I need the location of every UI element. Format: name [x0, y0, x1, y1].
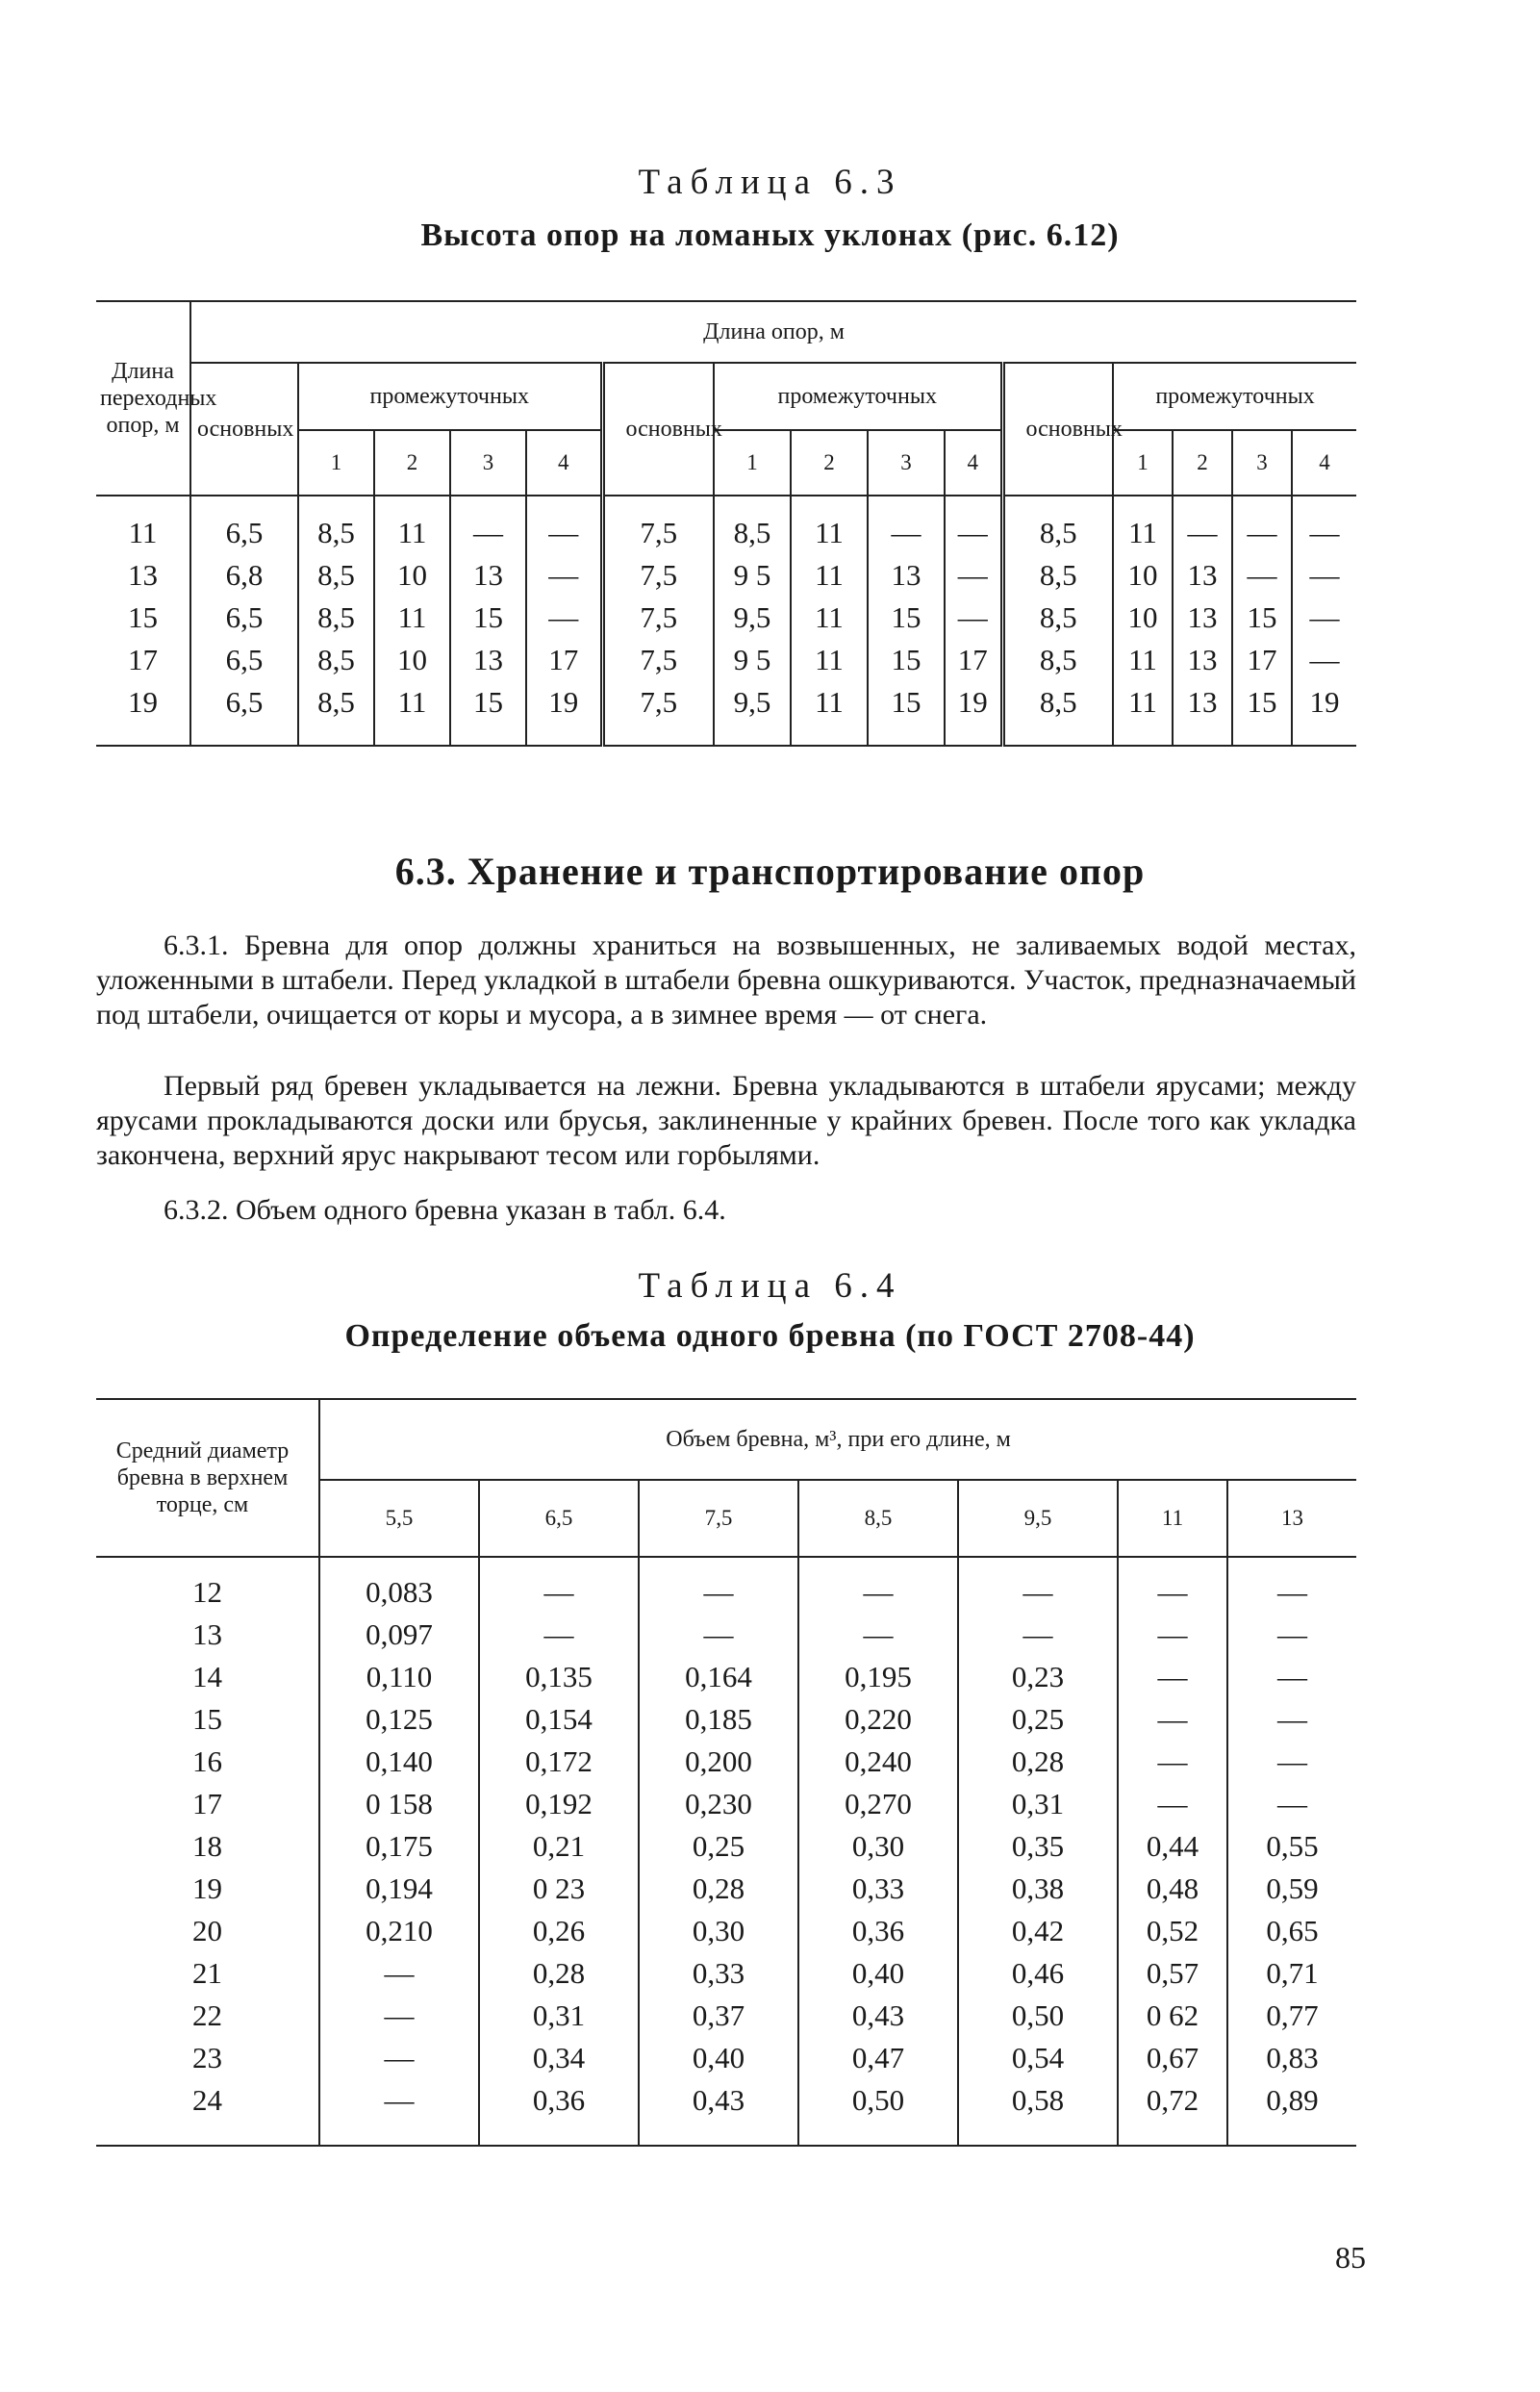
table-cell: 6,5 — [190, 639, 298, 681]
table-cell: — — [319, 2037, 479, 2079]
table-cell: — — [450, 496, 526, 554]
table-cell: 0,52 — [1118, 1910, 1227, 1952]
table-cell: — — [1292, 496, 1356, 554]
table-cell: 8,5 — [1002, 496, 1113, 554]
table-cell: 13 — [450, 639, 526, 681]
table-cell: — — [1292, 554, 1356, 597]
table-cell: — — [1118, 1783, 1227, 1825]
table-cell: 0,58 — [958, 2079, 1118, 2146]
table-cell: 19 — [945, 681, 1002, 746]
table-cell: 13 — [1173, 597, 1232, 639]
table-cell: 7,5 — [602, 639, 714, 681]
col-header-main-3: основных — [1002, 363, 1113, 496]
table-cell: 0,65 — [1227, 1910, 1356, 1952]
table-cell: 0,30 — [639, 1910, 798, 1952]
table-cell: 0,47 — [798, 2037, 958, 2079]
table-cell: 11 — [791, 681, 868, 746]
table-cell: — — [1118, 1557, 1227, 1614]
col-header-intermediate-1: промежуточных — [298, 363, 602, 430]
table-cell: 0,125 — [319, 1698, 479, 1741]
row-label-cell: 12 — [192, 1575, 222, 1609]
table-cell: 0,40 — [639, 2037, 798, 2079]
table-cell: — — [1292, 597, 1356, 639]
sub-col-2: 2 — [791, 430, 868, 496]
table-row — [96, 1868, 1356, 1910]
sub-col-3: 3 — [1232, 430, 1292, 496]
table-cell: 0,50 — [798, 2079, 958, 2146]
table-cell: 8,5 — [1002, 554, 1113, 597]
table-row — [96, 639, 1356, 681]
table-cell: 10 — [1113, 554, 1173, 597]
table-cell: 0,30 — [798, 1825, 958, 1868]
row-label-cell: 17 — [128, 643, 158, 676]
table-cell: 0,135 — [479, 1656, 639, 1698]
table-cell: — — [945, 597, 1002, 639]
table-cell: 13 — [1173, 681, 1232, 746]
table-cell: 0,195 — [798, 1656, 958, 1698]
paragraph-6-3-2: 6.3.2. Объем одного бревна указан в табл. 6.4. — [164, 1194, 726, 1226]
table-row — [96, 1952, 1356, 1995]
table-cell: 0,55 — [1227, 1825, 1356, 1868]
length-col-header: 9,5 — [958, 1480, 1118, 1557]
table-row — [96, 1698, 1356, 1741]
table-cell: 11 — [791, 639, 868, 681]
table-cell: 11 — [1113, 639, 1173, 681]
table-cell: 15 — [450, 681, 526, 746]
length-col-header: 6,5 — [479, 1480, 639, 1557]
table-6-3-label: Таблица 6.3 — [638, 163, 902, 202]
table-cell: 0,154 — [479, 1698, 639, 1741]
col-header-main-2: основных — [602, 363, 714, 496]
row-label-cell: 20 — [192, 1914, 222, 1947]
table-cell: — — [798, 1614, 958, 1656]
table-cell: 0,46 — [958, 1952, 1118, 1995]
table-cell: 0,192 — [479, 1783, 639, 1825]
table-cell: 0,194 — [319, 1868, 479, 1910]
sub-col-4: 4 — [526, 430, 602, 496]
table-row — [96, 1741, 1356, 1783]
table-cell: 13 — [868, 554, 945, 597]
table-cell: 8,5 — [298, 496, 374, 554]
table-cell: 0,31 — [479, 1995, 639, 2037]
table-cell: — — [1227, 1656, 1356, 1698]
table-cell: — — [1173, 496, 1232, 554]
table-cell: 0,28 — [639, 1868, 798, 1910]
row-label-cell: 15 — [192, 1702, 222, 1736]
row-label-cell: 13 — [192, 1617, 222, 1651]
table-cell: 0,42 — [958, 1910, 1118, 1952]
row-label-cell: 19 — [192, 1871, 222, 1905]
table-cell: — — [1232, 496, 1292, 554]
sub-col-3: 3 — [450, 430, 526, 496]
table-cell: 11 — [374, 597, 450, 639]
table-cell: 10 — [374, 554, 450, 597]
table-cell: 6,5 — [190, 681, 298, 746]
table-row — [96, 1783, 1356, 1825]
sub-col-4: 4 — [945, 430, 1002, 496]
paragraph-stacking: Первый ряд бревен укладывается на лежни. Бревна укладываются в штабели ярусами; между ярусами прокладываются доски или брусья, заклиненные у крайних бревен. После того как укладка закончена, верхний ярус накрывают тесом или горбылями. — [96, 1070, 1356, 1171]
table-6-4-title: Определение объема одного бревна (по ГОСТ 2708-44) — [344, 1318, 1196, 1354]
paragraph-6-3-1: 6.3.1. Бревна для опор должны храниться на возвышенных, не заливаемых водой местах, уложенными в штабели. Перед укладкой в штабели бревна ошкуриваются. Участок, предназначаемый под штабели, очищается от коры и мусора, а в зимнее время — от снега. — [96, 929, 1356, 1031]
table-cell: 0,33 — [639, 1952, 798, 1995]
table-cell: 7,5 — [602, 554, 714, 597]
page-number: 85 — [1335, 2240, 1366, 2275]
table-cell: 0,185 — [639, 1698, 798, 1741]
table-cell: 6,5 — [190, 597, 298, 639]
table-cell: 19 — [526, 681, 602, 746]
table-6-4 — [96, 1398, 1356, 2147]
row-label-cell: 22 — [192, 1998, 222, 2032]
length-col-header: 13 — [1227, 1480, 1356, 1557]
table-cell: 11 — [791, 496, 868, 554]
table-cell: 0,43 — [639, 2079, 798, 2146]
col-header-intermediate-2: промежуточных — [714, 363, 1002, 430]
table-cell: 0,175 — [319, 1825, 479, 1868]
table-row — [96, 1910, 1356, 1952]
table-cell: 0,77 — [1227, 1995, 1356, 2037]
table-cell: 0,36 — [798, 1910, 958, 1952]
table-cell: 13 — [1173, 639, 1232, 681]
table-row — [96, 2079, 1356, 2146]
col-header-intermediate-3: промежуточных — [1113, 363, 1356, 430]
table-cell: 8,5 — [1002, 597, 1113, 639]
table-cell: 6,5 — [190, 496, 298, 554]
table-cell: 15 — [868, 681, 945, 746]
row-label-cell: 11 — [128, 516, 158, 549]
table-cell: 9 5 — [714, 639, 791, 681]
table-cell: — — [1227, 1614, 1356, 1656]
table-cell: 0,50 — [958, 1995, 1118, 2037]
table-row — [96, 2037, 1356, 2079]
length-col-header: 11 — [1118, 1480, 1227, 1557]
table-cell: 0,21 — [479, 1825, 639, 1868]
row-label-cell: 14 — [192, 1660, 222, 1693]
table-cell: 8,5 — [298, 681, 374, 746]
table-cell: 13 — [1173, 554, 1232, 597]
table-cell: — — [1227, 1557, 1356, 1614]
table-cell: — — [945, 496, 1002, 554]
table-cell: 19 — [1292, 681, 1356, 746]
table-cell: 8,5 — [1002, 639, 1113, 681]
table-row — [96, 681, 1356, 746]
table-cell: 0,210 — [319, 1910, 479, 1952]
row-label-cell: 17 — [192, 1787, 222, 1820]
table-cell: 0,230 — [639, 1783, 798, 1825]
table-cell: — — [479, 1557, 639, 1614]
table-cell: 0,164 — [639, 1656, 798, 1698]
row-label-cell: 16 — [192, 1744, 222, 1778]
table-cell: 0,28 — [958, 1741, 1118, 1783]
table-row — [96, 1995, 1356, 2037]
table-cell: — — [958, 1614, 1118, 1656]
table-cell: — — [319, 1995, 479, 2037]
table-cell: 0,38 — [958, 1868, 1118, 1910]
row-label-cell: 21 — [192, 1956, 222, 1990]
table-cell: 0,083 — [319, 1557, 479, 1614]
table-cell: — — [526, 496, 602, 554]
table-cell: — — [526, 597, 602, 639]
table-cell: 11 — [1113, 496, 1173, 554]
table-cell: — — [1227, 1741, 1356, 1783]
table-cell: 0 62 — [1118, 1995, 1227, 2037]
table-cell: 0,200 — [639, 1741, 798, 1783]
table-cell: 6,8 — [190, 554, 298, 597]
table-cell: 15 — [450, 597, 526, 639]
table-cell: 0,44 — [1118, 1825, 1227, 1868]
table-cell: 0,34 — [479, 2037, 639, 2079]
table-cell: — — [1232, 554, 1292, 597]
row-label-cell: 18 — [192, 1829, 222, 1863]
table-6-4-body — [96, 1557, 1356, 2146]
table-cell: 0,59 — [1227, 1868, 1356, 1910]
table-cell: 8,5 — [298, 639, 374, 681]
table-cell: — — [1227, 1783, 1356, 1825]
table-row — [96, 1557, 1356, 1614]
table-cell: — — [1118, 1741, 1227, 1783]
table-cell: 11 — [374, 496, 450, 554]
row-label-cell: 15 — [128, 600, 158, 634]
row-label-cell: 13 — [128, 558, 158, 592]
table-6-3 — [96, 300, 1356, 747]
table-cell: 9,5 — [714, 597, 791, 639]
table-cell: — — [479, 1614, 639, 1656]
group-header-log-volume: Объем бревна, м³, при его длине, м — [319, 1399, 1356, 1480]
table-cell: 15 — [1232, 597, 1292, 639]
table-cell: 17 — [526, 639, 602, 681]
table-cell: 9,5 — [714, 681, 791, 746]
table-cell: 0 23 — [479, 1868, 639, 1910]
table-row — [96, 597, 1356, 639]
table-row — [96, 1614, 1356, 1656]
table-cell: 0,48 — [1118, 1868, 1227, 1910]
table-cell: — — [945, 554, 1002, 597]
table-cell: — — [319, 2079, 479, 2146]
table-cell: 0,28 — [479, 1952, 639, 1995]
table-cell: 13 — [450, 554, 526, 597]
table-cell: 0,097 — [319, 1614, 479, 1656]
sub-col-2: 2 — [374, 430, 450, 496]
table-cell: — — [958, 1557, 1118, 1614]
table-cell: 0,72 — [1118, 2079, 1227, 2146]
table-cell: 0,54 — [958, 2037, 1118, 2079]
table-cell: 0 158 — [319, 1783, 479, 1825]
table-cell: 0,270 — [798, 1783, 958, 1825]
table-cell: — — [526, 554, 602, 597]
table-cell: 0,140 — [319, 1741, 479, 1783]
table-cell: 8,5 — [1002, 681, 1113, 746]
row-label-cell: 23 — [192, 2041, 222, 2074]
table-cell: 0,110 — [319, 1656, 479, 1698]
sub-col-2: 2 — [1173, 430, 1232, 496]
table-row — [96, 1656, 1356, 1698]
group-header-support-length: Длина опор, м — [190, 301, 1356, 363]
table-cell: 11 — [791, 554, 868, 597]
table-6-3-body — [96, 496, 1356, 746]
length-col-header: 8,5 — [798, 1480, 958, 1557]
col-header-main-1: основных — [190, 363, 298, 496]
table-cell: 11 — [374, 681, 450, 746]
sub-col-1: 1 — [714, 430, 791, 496]
table-cell: 15 — [1232, 681, 1292, 746]
row-label-cell: 24 — [192, 2083, 222, 2117]
row-header-transition-length: Длина переходных опор, м — [96, 301, 190, 496]
table-cell: — — [1118, 1698, 1227, 1741]
table-cell: 0,37 — [639, 1995, 798, 2037]
table-cell: — — [1118, 1614, 1227, 1656]
length-col-header: 7,5 — [639, 1480, 798, 1557]
table-cell: 0,220 — [798, 1698, 958, 1741]
table-cell: 7,5 — [602, 597, 714, 639]
table-cell: 0,36 — [479, 2079, 639, 2146]
table-cell: 0,240 — [798, 1741, 958, 1783]
table-cell: 8,5 — [714, 496, 791, 554]
length-col-header: 5,5 — [319, 1480, 479, 1557]
table-cell: 10 — [1113, 597, 1173, 639]
table-cell: 0,57 — [1118, 1952, 1227, 1995]
table-cell: — — [1118, 1656, 1227, 1698]
table-cell: 0,25 — [958, 1698, 1118, 1741]
table-cell: 0,67 — [1118, 2037, 1227, 2079]
table-row — [96, 554, 1356, 597]
table-cell: 15 — [868, 597, 945, 639]
sub-col-1: 1 — [298, 430, 374, 496]
table-cell: 7,5 — [602, 496, 714, 554]
table-cell: 0,71 — [1227, 1952, 1356, 1995]
table-cell: — — [639, 1557, 798, 1614]
table-row — [96, 496, 1356, 554]
table-cell: 0,35 — [958, 1825, 1118, 1868]
table-6-3-title: Высота опор на ломаных уклонах (рис. 6.12) — [420, 217, 1120, 253]
table-cell: 0,172 — [479, 1741, 639, 1783]
table-row — [96, 1825, 1356, 1868]
table-cell: 10 — [374, 639, 450, 681]
table-cell: 0,43 — [798, 1995, 958, 2037]
table-cell: 0,89 — [1227, 2079, 1356, 2146]
section-heading: 6.3. Хранение и транспортирование опор — [394, 850, 1146, 893]
table-cell: 0,40 — [798, 1952, 958, 1995]
sub-col-1: 1 — [1113, 430, 1173, 496]
table-cell: 11 — [1113, 681, 1173, 746]
table-cell: 11 — [791, 597, 868, 639]
table-cell: 17 — [1232, 639, 1292, 681]
table-cell: 0,31 — [958, 1783, 1118, 1825]
table-cell: 9 5 — [714, 554, 791, 597]
table-cell: — — [1227, 1698, 1356, 1741]
table-cell: 17 — [945, 639, 1002, 681]
table-cell: 8,5 — [298, 597, 374, 639]
table-cell: 0,25 — [639, 1825, 798, 1868]
table-cell: 15 — [868, 639, 945, 681]
table-cell: — — [868, 496, 945, 554]
sub-col-4: 4 — [1292, 430, 1356, 496]
row-header-diameter: Средний диаметр бревна в верхнем торце, см — [96, 1399, 319, 1557]
table-cell: 0,33 — [798, 1868, 958, 1910]
table-cell: 0,26 — [479, 1910, 639, 1952]
table-cell: 0,23 — [958, 1656, 1118, 1698]
table-cell: 8,5 — [298, 554, 374, 597]
table-cell: — — [798, 1557, 958, 1614]
sub-col-3: 3 — [868, 430, 945, 496]
table-cell: — — [639, 1614, 798, 1656]
row-label-cell: 19 — [128, 685, 158, 719]
table-6-4-label: Таблица 6.4 — [638, 1266, 902, 1306]
table-cell: — — [1292, 639, 1356, 681]
table-cell: 7,5 — [602, 681, 714, 746]
table-cell: 0,83 — [1227, 2037, 1356, 2079]
table-cell: — — [319, 1952, 479, 1995]
